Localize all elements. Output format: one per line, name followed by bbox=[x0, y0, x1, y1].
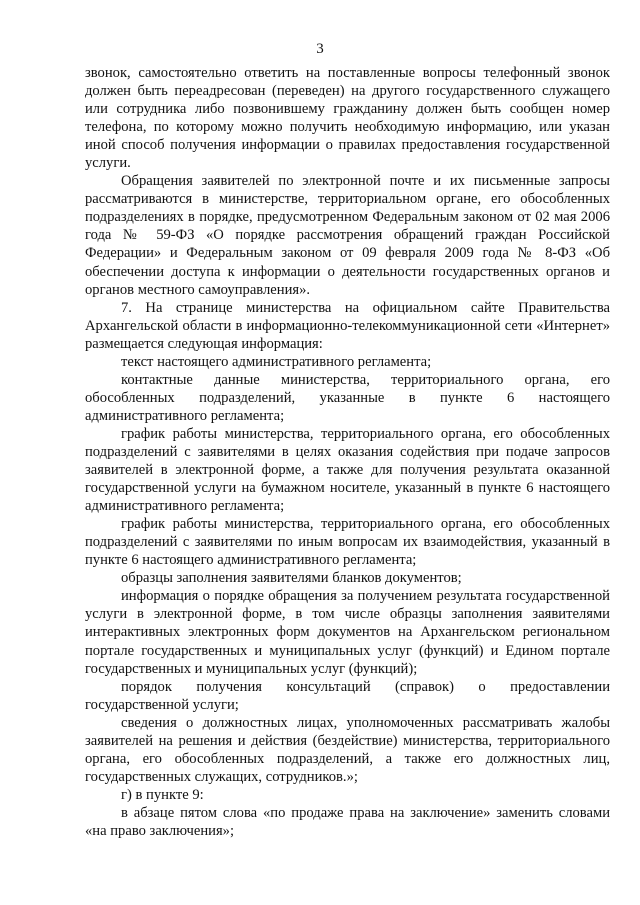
paragraph-13: в абзаце пятом слова «по продаже права на заключение» заменить словами «на право заключения»; bbox=[85, 804, 610, 839]
page-number: 3 bbox=[316, 41, 324, 57]
paragraph-4: текст настоящего административного регламента; bbox=[121, 353, 432, 370]
paragraph-8: образцы заполнения заявителями бланков документов; bbox=[121, 570, 462, 587]
paragraph-6: график работы министерства, территориального органа, его обособленных подразделений с заявителями в целях оказания содействия при подаче запросов заявителей в электронной форме, а также для получения результата оказанной государственной услуги на бумажном носителе, указанный в пункте 6 настоящего административного регламента; bbox=[85, 425, 610, 515]
paragraph-2: Обращения заявителей по электронной почте и их письменные запросы рассматриваются в министерстве, территориальном органе, его обособленных подразделениях в порядке, предусмотренном Федеральным законом от 02 мая 2006 года № 59-ФЗ «О порядке рассмотрения обращений граждан Российской Федерации» и Федеральным законом от 09 февраля 2009 года № 8-ФЗ «Об обеспечении доступа к информации о деятельности государственных органов и органов местного самоуправления». bbox=[85, 173, 610, 298]
paragraph-1: звонок, самостоятельно ответить на поставленные вопросы телефонный звонок должен быть переадресован (переведен) на другого государственного служащего или сотрудника либо позвонившему гражданину должен быть сообщен номер телефона, по которому можно получить необходимую информацию, или указан иной способ получения информации о правилах предоставления государственной услуги. bbox=[85, 65, 610, 172]
document-body bbox=[85, 64, 610, 840]
paragraph-7: график работы министерства, территориального органа, его обособленных подразделений с заявителями по иным вопросам их взаимодействия, указанный в пункте 6 настоящего административного регламента; bbox=[85, 516, 610, 569]
paragraph-3: 7. На странице министерства на официальном сайте Правительства Архангельской области в информационно-телекоммуникационной сети «Интернет» размещается следующая информация: bbox=[85, 299, 610, 352]
paragraph-10: порядок получения консультаций (справок) о предоставлении государственной услуги; bbox=[85, 678, 610, 713]
paragraph-12: г) в пункте 9: bbox=[121, 786, 204, 803]
paragraph-9: информация о порядке обращения за получением результата государственной услуги в электронной форме, в том числе образцы заполнения заявителями интерактивных электронных форм документов на Архангельском региональном портале государственных и муниципальных услуг (функций) и Едином портале государственных и муниципальных услуг (функций); bbox=[85, 588, 610, 677]
paragraph-5: контактные данные министерства, территориального органа, его обособленных подразделений, указанные в пункте 6 настоящего административного регламента; bbox=[85, 371, 610, 424]
paragraph-11: сведения о должностных лицах, уполномоченных рассматривать жалобы заявителей на решения и действия (бездействие) министерства, территориального органа, его обособленных подразделений, а также его должностных лиц, государственных служащих, сотрудников.»; bbox=[85, 714, 610, 785]
